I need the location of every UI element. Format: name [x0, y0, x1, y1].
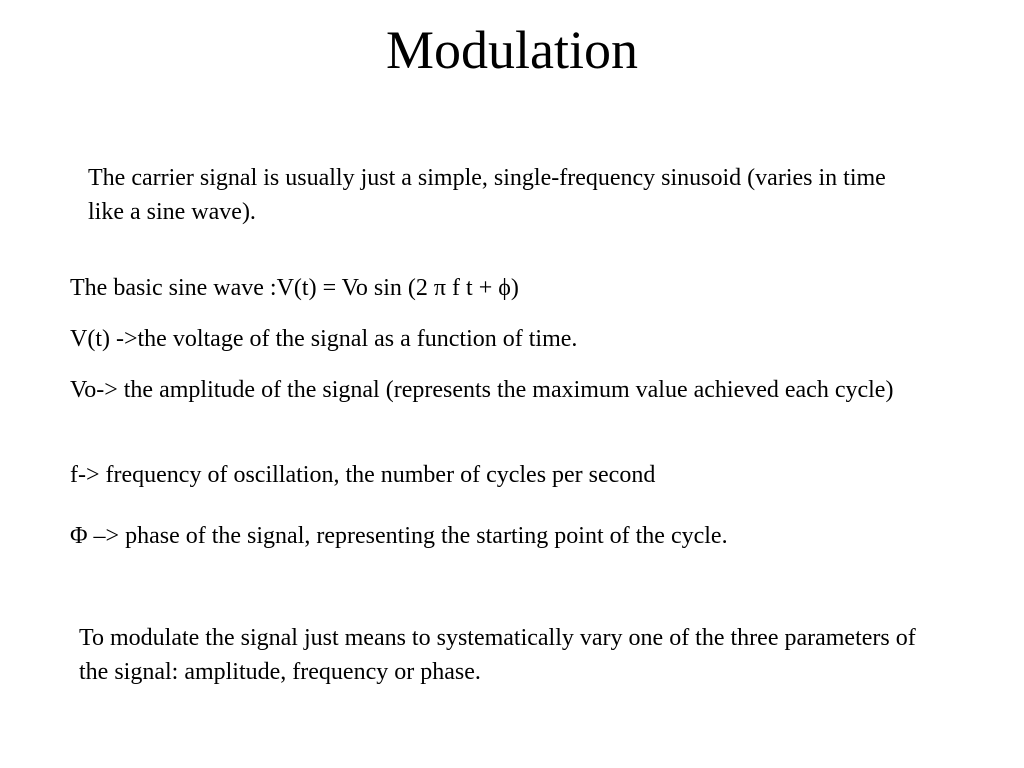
- modulation-summary-paragraph: To modulate the signal just means to systematically vary one of the three parameters of the signal: amplitude, frequency or phase.: [79, 625, 916, 685]
- voltage-definition: V(t) ->the voltage of the signal as a function of time.: [70, 326, 578, 352]
- slide-title: Modulation: [386, 20, 638, 80]
- sine-wave-equation: The basic sine wave :V(t) = Vo sin (2 π f t + ϕ): [70, 275, 519, 301]
- frequency-definition: f-> frequency of oscillation, the number of cycles per second: [70, 462, 656, 488]
- phase-definition: Φ –> phase of the signal, representing the starting point of the cycle.: [70, 523, 728, 549]
- amplitude-definition: Vo-> the amplitude of the signal (represents the maximum value achieved each cycle): [70, 377, 894, 403]
- intro-paragraph: The carrier signal is usually just a simple, single-frequency sinusoid (varies in time like a sine wave).: [88, 165, 886, 225]
